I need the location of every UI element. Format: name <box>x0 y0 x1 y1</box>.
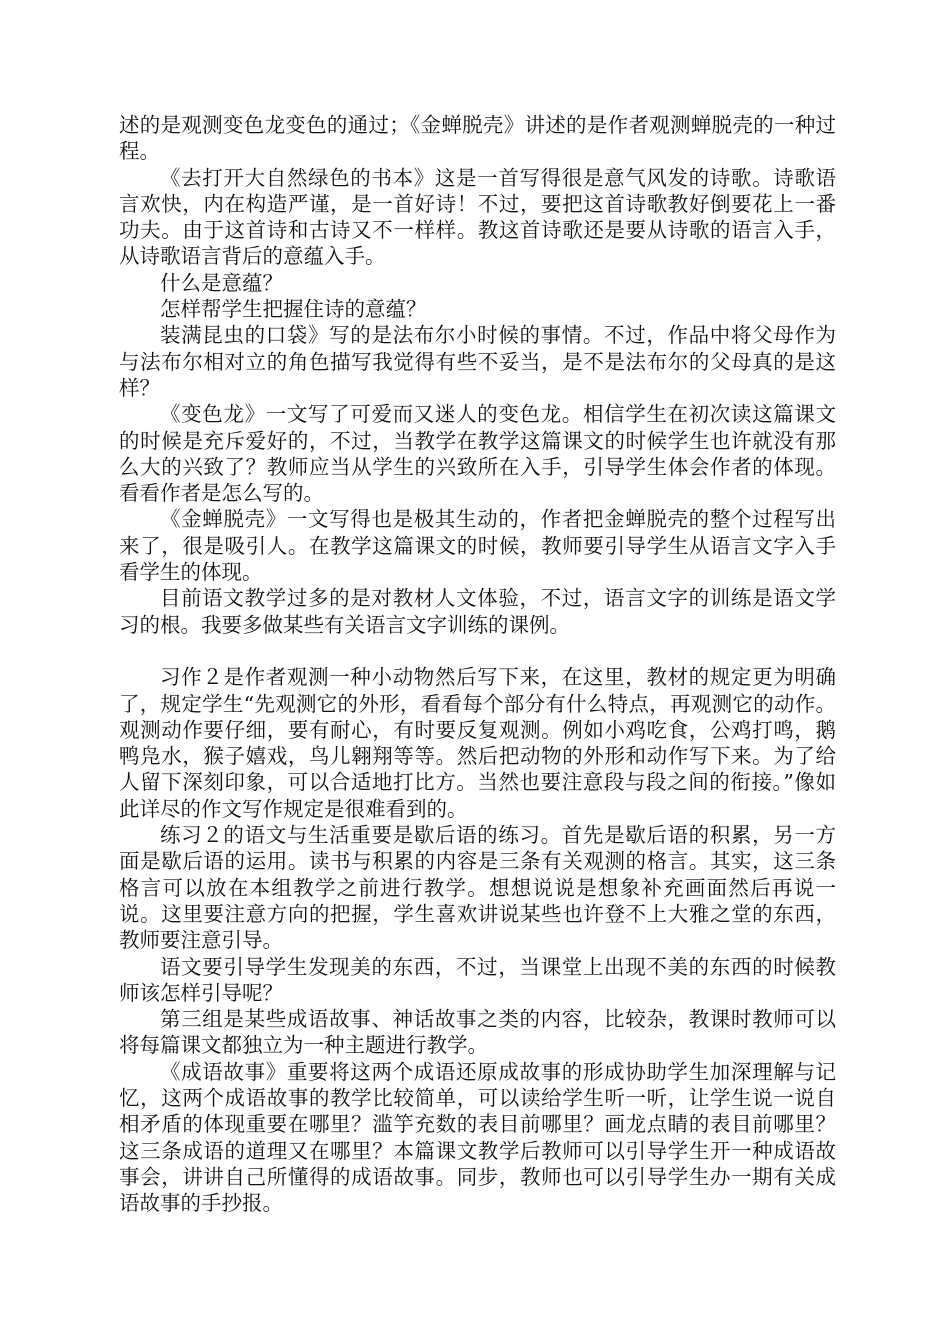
paragraph-idiom-stories: 《成语故事》重要将这两个成语还原成故事的形成协助学生加深理解与记忆，这两个成语故事的教学比较简单，可以读给学生听一听，让学生说一说自相矛盾的体现重要在哪里？滥竽充数的表目前哪里？画龙点睛的表目前哪里？这三条成语的道理又在哪里？本篇课文教学后教师可以引导学生开一种成语故事会，讲讲自己所懂得的成语故事。同步，教师也可以引导学生办一期有关成语故事的手抄报。 <box>119 1059 836 1216</box>
paragraph-exercise-2: 练习２的语文与生活重要是歇后语的练习。首先是歇后语的积累，另一方面是歇后语的运用。读书与积累的内容是三条有关观测的格言。其实，这三条格言可以放在本组教学之前进行教学。想想说说是想象补充画面然后再说一说。这里要注意方向的把握，学生喜欢讲说某些也许登不上大雅之堂的东西，教师要注意引导。 <box>119 823 836 953</box>
paragraph-group-three: 第三组是某些成语故事、神话故事之类的内容，比较杂，教课时教师可以将每篇课文都独立为一种主题进行教学。 <box>119 1007 836 1058</box>
paragraph-question-1: 什么是意蕴？ <box>160 270 283 295</box>
paragraph-continuation: 述的是观测变色龙变色的通过；《金蝉脱壳》讲述的是作者观测蝉脱壳的一种过程。 <box>119 113 836 164</box>
paragraph-spacer <box>119 638 836 664</box>
paragraph-cicada: 《金蝉脱壳》一文写得也是极其生动的，作者把金蝉脱壳的整个过程写出来了，很是吸引人。在教学这篇课文的时候，教师要引导学生从语言文字入手看学生的体现。 <box>119 507 836 585</box>
paragraph-insect-bag: 装满昆虫的口袋》写的是法布尔小时候的事情。不过，作品中将父母作为与法布尔相对立的角色描写我觉得有些不妥当，是不是法布尔的父母真的是这样？ <box>119 323 836 400</box>
document-body <box>119 112 836 1216</box>
paragraph-chameleon: 《变色龙》一文写了可爱而又迷人的变色龙。相信学生在初次读这篇课文的时候是充斥爱好的，不过，当教学在教学这篇课文的时候学生也许就没有那么大的兴致了？教师应当从学生的兴致所在入手，引导学生体会作者的体现。看看作者是怎么写的。 <box>119 402 836 506</box>
paragraph-composition-2: 习作２是作者观测一种小动物然后写下来，在这里，教材的规定更为明确了，规定学生“先观测它的外形，看看每个部分有什么特点，再观测它的动作。观测动作要仔细，要有耐心，有时要反复观测。例如小鸡吃食，公鸡打鸣，鹅鸭凫水，猴子嬉戏，鸟儿翱翔等等。然后把动物的外形和动作写下来。为了给人留下深刻印象，可以合适地打比方。当然也要注意段与段之间的衔接。”像如此详尽的作文写作规定是很难看到的。 <box>119 665 836 821</box>
paragraph-beauty: 语文要引导学生发现美的东西，不过，当课堂上出现不美的东西的时候教师该怎样引导呢？ <box>119 954 836 1005</box>
paragraph-question-2: 怎样帮学生把握住诗的意蕴？ <box>160 297 427 322</box>
paragraph-poem-intro: 《去打开大自然绿色的书本》这是一首写得很是意气风发的诗歌。诗歌语言欢快，内在构造严谨，是一首好诗！不过，要把这首诗歌教好倒要花上一番功夫。由于这首诗和古诗又不一样样。教这首诗歌还是要从诗歌的语言入手，从诗歌语言背后的意蕴入手。 <box>119 165 836 269</box>
paragraph-language-training: 目前语文教学过多的是对教材人文体验，不过，语言文字的训练是语文学习的根。我要多做某些有关语言文字训练的课例。 <box>119 586 836 637</box>
